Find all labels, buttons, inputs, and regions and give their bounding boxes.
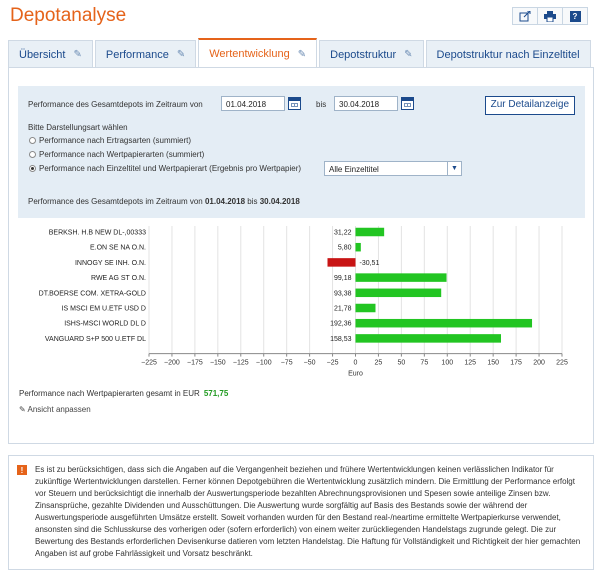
data-label: 158,53 <box>330 335 352 343</box>
chart-svg <box>9 218 593 458</box>
result-from: 01.04.2018 <box>204 197 246 206</box>
category-label: IS MSCI EM U.ETF USD D <box>61 305 146 313</box>
display-label: Bitte Darstellungsart wählen <box>28 123 128 132</box>
tab-performance[interactable] <box>95 40 196 68</box>
category-label: E.ON SE NA O.N. <box>89 244 146 252</box>
bar <box>356 243 361 252</box>
radio-label: Performance nach Einzeltitel und Wertpapierart (Ergebnis pro Wertpapier) <box>39 164 302 173</box>
x-tick-label: −175 <box>186 359 203 367</box>
x-axis-label: Euro <box>348 370 363 378</box>
filter-box <box>18 86 585 218</box>
x-tick-label: 150 <box>487 359 500 367</box>
tab-depotstruktur[interactable] <box>319 40 423 68</box>
pencil-icon: ✎ <box>176 49 186 60</box>
x-tick-label: 25 <box>374 359 383 367</box>
bar <box>356 319 533 328</box>
content-panel <box>8 67 594 444</box>
help-icon[interactable] <box>562 7 588 25</box>
to-label: bis <box>316 100 327 109</box>
result-prefix: Performance des Gesamtdepots im Zeitraum von <box>28 197 203 206</box>
adjust-view-link[interactable] <box>19 405 91 414</box>
einzeltitel-select[interactable] <box>324 161 462 176</box>
performance-chart <box>9 218 593 458</box>
to-date-input[interactable]: 30.04.2018 <box>334 96 398 111</box>
x-tick-label: −100 <box>255 359 272 367</box>
pencil-icon: ✎ <box>73 49 82 60</box>
x-tick-label: −125 <box>232 359 249 367</box>
x-tick-label: −225 <box>141 359 157 367</box>
print-icon[interactable] <box>537 7 563 25</box>
x-tick-label: −25 <box>326 359 339 367</box>
category-label: DT.BOERSE COM. XETRA-GOLD <box>38 290 146 298</box>
tab-label: Depotstruktur <box>330 48 397 61</box>
x-tick-label: −75 <box>280 359 293 367</box>
bar <box>356 228 385 237</box>
tab-label: Übersicht <box>19 48 66 61</box>
result-period <box>28 197 300 206</box>
data-label: -30,51 <box>359 259 380 267</box>
calendar-icon[interactable] <box>288 97 301 110</box>
select-value: Alle Einzeltitel <box>329 165 379 174</box>
period-label: Performance des Gesamtdepots im Zeitraum von <box>28 100 203 109</box>
disclaimer-text: Es ist zu berücksichtigen, dass sich die Angaben auf die Vergangenheit beziehen und frühere Wertentwicklungen keinen verlässlichen Indikator für zukünftige Wertentwicklungen darstellen. Ferner können Depotgebühren die Wertentwicklung zusätzlich mindern. Die Ermittlung der Performance erfolgt vor Steuern und berücksichtigt die innerhalb der Auswertungsperiode bezahlten Abrechnungsprovisionen und Spesen sowie anteilige Zinsen bzw. Zinsansprüche, gezahlte Dividenden und Ausschüttungen. Die Auswertung wurde sorgfältig auf Basis des Bestands sowie der während der Auswertungsperiode ausgeführten Umsätze erstellt. Soweit vorhanden wurden für den Bestand real-/neartime ermittelte Wertpapierkurse verwendet, ansonsten sind die Schlusskurse des vorherigen oder (sofern erforderlich) von einem weiter zurückliegenden Handelstags zugrunde gelegt. Die zur Bewertung des Bestands erforderlichen Devisenkurse datieren vom letzten Handelstag. Die Haftung für Vollständigkeit und Richtigkeit der hier gemachten Angaben ist auf grobe Fahrlässigkeit und Vorsatz beschränkt. <box>35 465 581 558</box>
x-tick-label: −150 <box>209 359 226 367</box>
x-tick-label: 75 <box>420 359 429 367</box>
disclaimer-box <box>8 455 594 570</box>
calendar-icon[interactable] <box>401 97 414 110</box>
radio-wertpapierarten[interactable] <box>29 151 36 158</box>
tab-wertentwicklung[interactable] <box>198 38 317 68</box>
pencil-icon: ✎ <box>19 405 26 414</box>
x-tick-label: 200 <box>533 359 545 367</box>
summary-total: 571,75 <box>203 389 229 398</box>
radio-einzeltitel[interactable] <box>29 165 36 172</box>
x-tick-label: 100 <box>441 359 454 367</box>
chevron-down-icon: ▼ <box>447 162 461 175</box>
x-tick-label: 125 <box>464 359 477 367</box>
x-tick-label: 50 <box>397 359 406 367</box>
data-label: 192,36 <box>330 320 352 328</box>
bar <box>327 258 355 267</box>
data-label: 21,78 <box>333 305 352 313</box>
bar <box>356 334 501 343</box>
help-icon-label: ? <box>570 11 581 22</box>
category-label: RWE AG ST O.N. <box>91 275 146 283</box>
category-label: INNOGY SE INH. O.N. <box>74 259 146 267</box>
summary <box>19 389 228 398</box>
toolbar <box>513 7 588 25</box>
x-tick-label: −200 <box>164 359 180 367</box>
tab-bar <box>8 40 593 68</box>
bar <box>356 273 447 282</box>
adjust-label: Ansicht anpassen <box>27 405 91 414</box>
pencil-icon: ✎ <box>404 49 413 60</box>
data-label: 31,22 <box>333 229 352 237</box>
tab-label: Depotstruktur nach Einzeltitel <box>436 48 580 61</box>
data-label: 93,38 <box>333 290 352 298</box>
result-to-label: bis <box>247 197 258 206</box>
tab-label: Wertentwicklung <box>209 48 290 60</box>
category-label: BERKSH. H.B NEW DL-,00333 <box>48 229 146 237</box>
tab-uebersicht[interactable] <box>8 40 93 68</box>
x-tick-label: 175 <box>510 359 522 367</box>
warning-icon: ! <box>17 465 27 475</box>
data-label: 99,18 <box>333 275 352 283</box>
bar <box>356 289 442 298</box>
category-label: VANGUARD S+P 500 U.ETF DL <box>44 335 146 343</box>
radio-ertragsarten[interactable] <box>29 137 36 144</box>
page-title: Depotanalyse <box>10 5 127 26</box>
tab-depotstruktur-einzeltitel[interactable] <box>426 40 591 68</box>
bar <box>356 304 376 313</box>
x-tick-label: 225 <box>556 359 568 367</box>
radio-label: Performance nach Wertpapierarten (summiert) <box>39 150 205 159</box>
x-tick-label: −50 <box>303 359 316 367</box>
summary-label: Performance nach Wertpapierarten gesamt in EUR <box>19 389 200 398</box>
detail-button[interactable]: Zur Detailanzeige <box>485 96 575 115</box>
x-tick-label: 0 <box>353 359 358 367</box>
pencil-icon: ✎ <box>297 48 307 60</box>
radio-label: Performance nach Ertragsarten (summiert) <box>39 136 192 145</box>
tab-label: Performance <box>105 48 169 61</box>
data-label: 5,80 <box>337 244 352 252</box>
from-date-input[interactable]: 01.04.2018 <box>221 96 285 111</box>
export-icon[interactable] <box>512 7 538 25</box>
result-to: 30.04.2018 <box>259 197 300 206</box>
category-label: ISHS-MSCI WORLD DL D <box>64 320 146 328</box>
